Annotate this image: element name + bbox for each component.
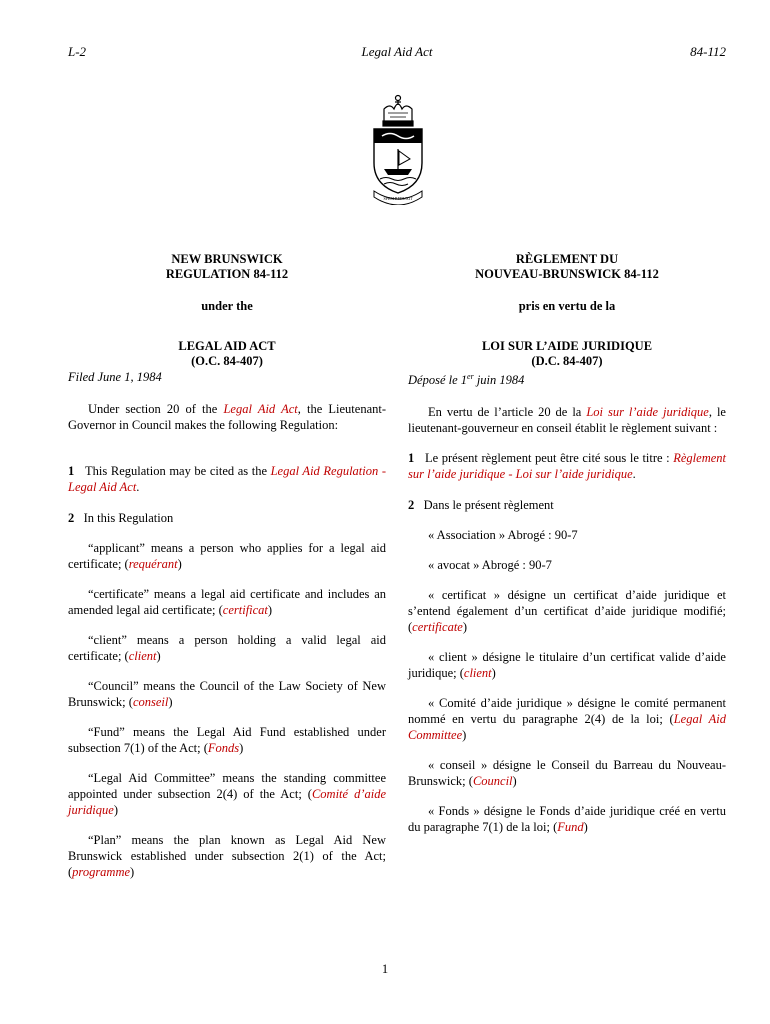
definition-term-equivalent: certificate xyxy=(412,620,463,635)
fr-definitions xyxy=(408,527,726,835)
definition-item: “certificate” means a legal aid certificate and includes an amended legal aid certificate; (certificat) xyxy=(68,587,386,617)
definition-item: “Plan” means the plan known as Legal Aid New Brunswick established under subsection 2(1) of the Act; (programme) xyxy=(68,833,386,879)
en-definitions xyxy=(68,540,386,880)
en-title-line1: NEW BRUNSWICK xyxy=(171,252,283,266)
fr-title-line2: NOUVEAU-BRUNSWICK 84-112 xyxy=(475,267,659,281)
definition-item: « avocat » Abrogé : 90-7 xyxy=(428,558,552,573)
definition-term-equivalent: conseil xyxy=(132,695,169,709)
en-enacting-clause: Under section 20 of the Legal Aid Act, the Lieutenant-Governor in Council makes the following Regulation: xyxy=(68,402,387,432)
definition-item: “client” means a person holding a valid legal aid certificate; (client) xyxy=(68,633,386,663)
en-act-title: LEGAL AID ACT xyxy=(178,339,276,353)
definition-item: “Legal Aid Committee” means the standing committee appointed under subsection 2(4) of the Act; (Comité d’aide juridique) xyxy=(68,771,387,817)
definition-item: « Fonds » désigne le Fonds d’aide juridique créé en vertu du paragraphe 7(1) de la loi; (Fund) xyxy=(408,804,726,835)
definition-term-equivalent: client xyxy=(463,666,492,681)
definition-term-equivalent: Comité d’aide juridique xyxy=(68,787,387,817)
fr-section-1: 1 Le présent règlement peut être cité sous le titre : Règlement sur l’aide juridique - Loi sur l’aide juridique. xyxy=(408,451,726,482)
page-header xyxy=(68,44,726,64)
definition-term-equivalent: programme xyxy=(72,865,131,879)
definition-item: « Association » Abrogé : 90-7 xyxy=(428,528,578,543)
english-column xyxy=(68,252,386,880)
new-brunswick-coat-of-arms-icon xyxy=(366,93,430,205)
definition-term-equivalent: Fonds xyxy=(207,741,240,755)
fr-citation: Règlement sur l’aide juridique - Loi sur l’aide juridique xyxy=(408,451,726,482)
french-column xyxy=(408,252,726,835)
en-section-1: 1 This Regulation may be cited as the Legal Aid Regulation - Legal Aid Act. xyxy=(68,464,387,494)
crest-motto: SPEM REDUXIT xyxy=(383,196,413,201)
definition-item: “Council” means the Council of the Law Society of New Brunswick; (conseil) xyxy=(68,679,386,709)
fr-act-title: LOI SUR L’AIDE JURIDIQUE xyxy=(481,339,653,353)
definition-term-equivalent: client xyxy=(128,649,157,663)
definition-item: « Comité d’aide juridique » désigne le comité permanent nommé en vertu du paragraphe 2(4) de la loi; (Legal Aid Committee) xyxy=(408,696,727,743)
fr-enacting-clause: En vertu de l’article 20 de la Loi sur l’aide juridique, le lieutenant-gouverneur en conseil établit le règlement suivant : xyxy=(408,405,726,436)
en-filed-date: Filed June 1, 1984 xyxy=(68,370,162,384)
fr-section-2: 2 Dans le présent règlement xyxy=(408,498,554,513)
definition-item: « conseil » désigne le Conseil du Barreau du Nouveau-Brunswick; (Council) xyxy=(408,758,726,789)
header-title: Legal Aid Act xyxy=(361,44,433,59)
definition-term-equivalent: Fund xyxy=(557,820,584,835)
fr-act-link[interactable]: Loi sur l’aide juridique xyxy=(586,405,709,420)
fr-under: pris en vertu de la xyxy=(518,299,616,313)
definition-item: « client » désigne le titulaire d’un certificat valide d’aide juridique; (client) xyxy=(408,650,726,681)
definition-item: « certificat » désigne un certificat d’aide juridique et s’entend également d’un certificat d’aide juridique modifié; (certificate) xyxy=(408,588,726,635)
definition-term-equivalent: requérant xyxy=(128,557,178,571)
en-order-in-council: (O.C. 84-407) xyxy=(191,354,263,368)
definition-item: “applicant” means a person who applies for a legal aid certificate; (requérant) xyxy=(68,541,386,571)
header-regulation-number: 84-112 xyxy=(690,44,726,59)
fr-title-line1: RÈGLEMENT DU xyxy=(515,252,619,266)
fr-filed-date: Déposé le 1er juin 1984 xyxy=(408,372,525,388)
definition-term-equivalent: Legal Aid Committee xyxy=(408,712,727,743)
en-section-2: 2 In this Regulation xyxy=(68,511,174,525)
definition-term-equivalent: certificat xyxy=(222,603,268,617)
en-act-link[interactable]: Legal Aid Act xyxy=(223,402,298,416)
definition-term-equivalent: Council xyxy=(472,774,513,789)
page-number: 1 xyxy=(381,962,389,976)
fr-order-in-council: (D.C. 84-407) xyxy=(531,354,603,368)
header-chapter: L-2 xyxy=(68,44,87,59)
en-title-line2: REGULATION 84-112 xyxy=(165,267,289,281)
definition-item: “Fund” means the Legal Aid Fund established under subsection 7(1) of the Act; (Fonds) xyxy=(68,725,386,755)
en-citation: Legal Aid Regulation - Legal Aid Act xyxy=(68,464,387,494)
en-under: under the xyxy=(201,299,253,313)
